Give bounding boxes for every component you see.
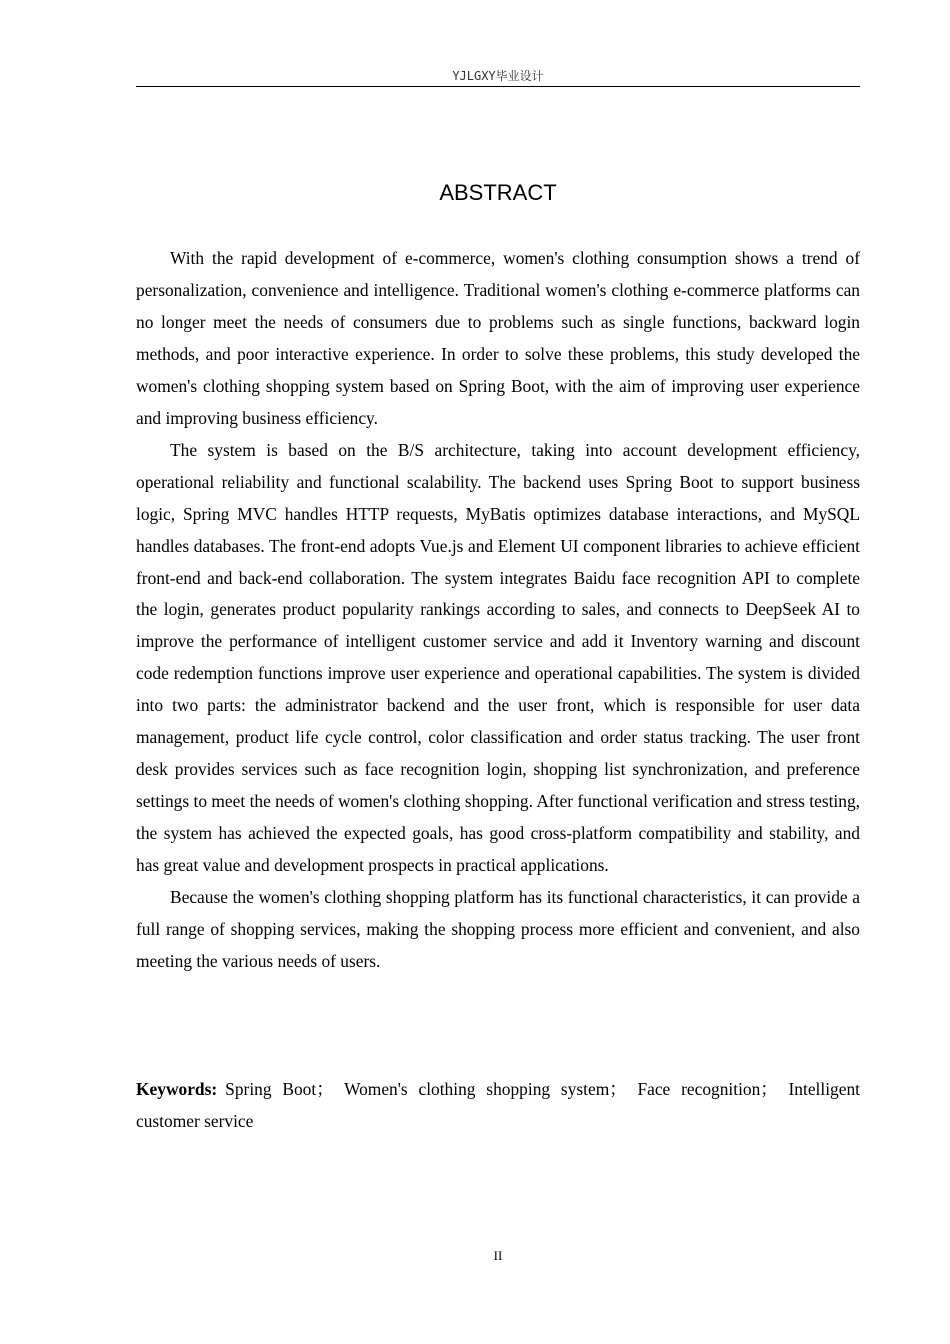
abstract-paragraph-2: The system is based on the B/S architecture, taking into account development efficiency, operational reliability and functional scalability. The backend uses Spring Boot to support business logic, Spring MVC handles HTTP requests, MyBatis optimizes database interactions, and MySQL handles databases. The front-end adopts Vue.js and Element UI component libraries to achieve efficient front-end and back-end collaboration. The system integrates Baidu face recognition API to complete the login, generates product popularity rankings according to sales, and connects to DeepSeek AI to improve the performance of intelligent customer service and add it Inventory warning and discount code redemption functions improve user experience and operational capabilities. The system is divided into two parts: the administrator backend and the user front, which is responsible for user data management, product life cycle control, color classification and order status tracking. The user front desk provides services such as face recognition login, shopping list synchronization, and preference settings to meet the needs of women's clothing shopping. After functional verification and stress testing, the system has achieved the expected goals, has good cross-platform compatibility and stability, and has great value and development prospects in practical applications.: [136, 439, 860, 876]
keywords-label: Keywords:: [136, 1079, 218, 1099]
keywords-text: Spring Boot； Women's clothing shopping system； Face recognition； Intelligent customer service: [136, 1079, 860, 1131]
abstract-paragraph-3: Because the women's clothing shopping platform has its functional characteristics, it can provide a full range of shopping services, making the shopping process more efficient and convenient, and also meeting the various needs of users.: [136, 887, 860, 971]
abstract-body: [136, 243, 860, 978]
header-text: YJLGXY毕业设计: [452, 69, 544, 83]
abstract-paragraph-1: With the rapid development of e-commerce, women's clothing consumption shows a trend of personalization, convenience and intelligence. Traditional women's clothing e-commerce platforms can no longer meet the needs of consumers due to problems such as single functions, backward login methods, and poor interactive experience. In order to solve these problems, this study developed the women's clothing shopping system based on Spring Boot, with the aim of improving user experience and improving business efficiency.: [136, 248, 860, 428]
page-number: II: [493, 1248, 503, 1263]
abstract-title: ABSTRACT: [439, 180, 557, 205]
page-header: [136, 68, 860, 87]
keywords-line: [136, 1074, 860, 1138]
